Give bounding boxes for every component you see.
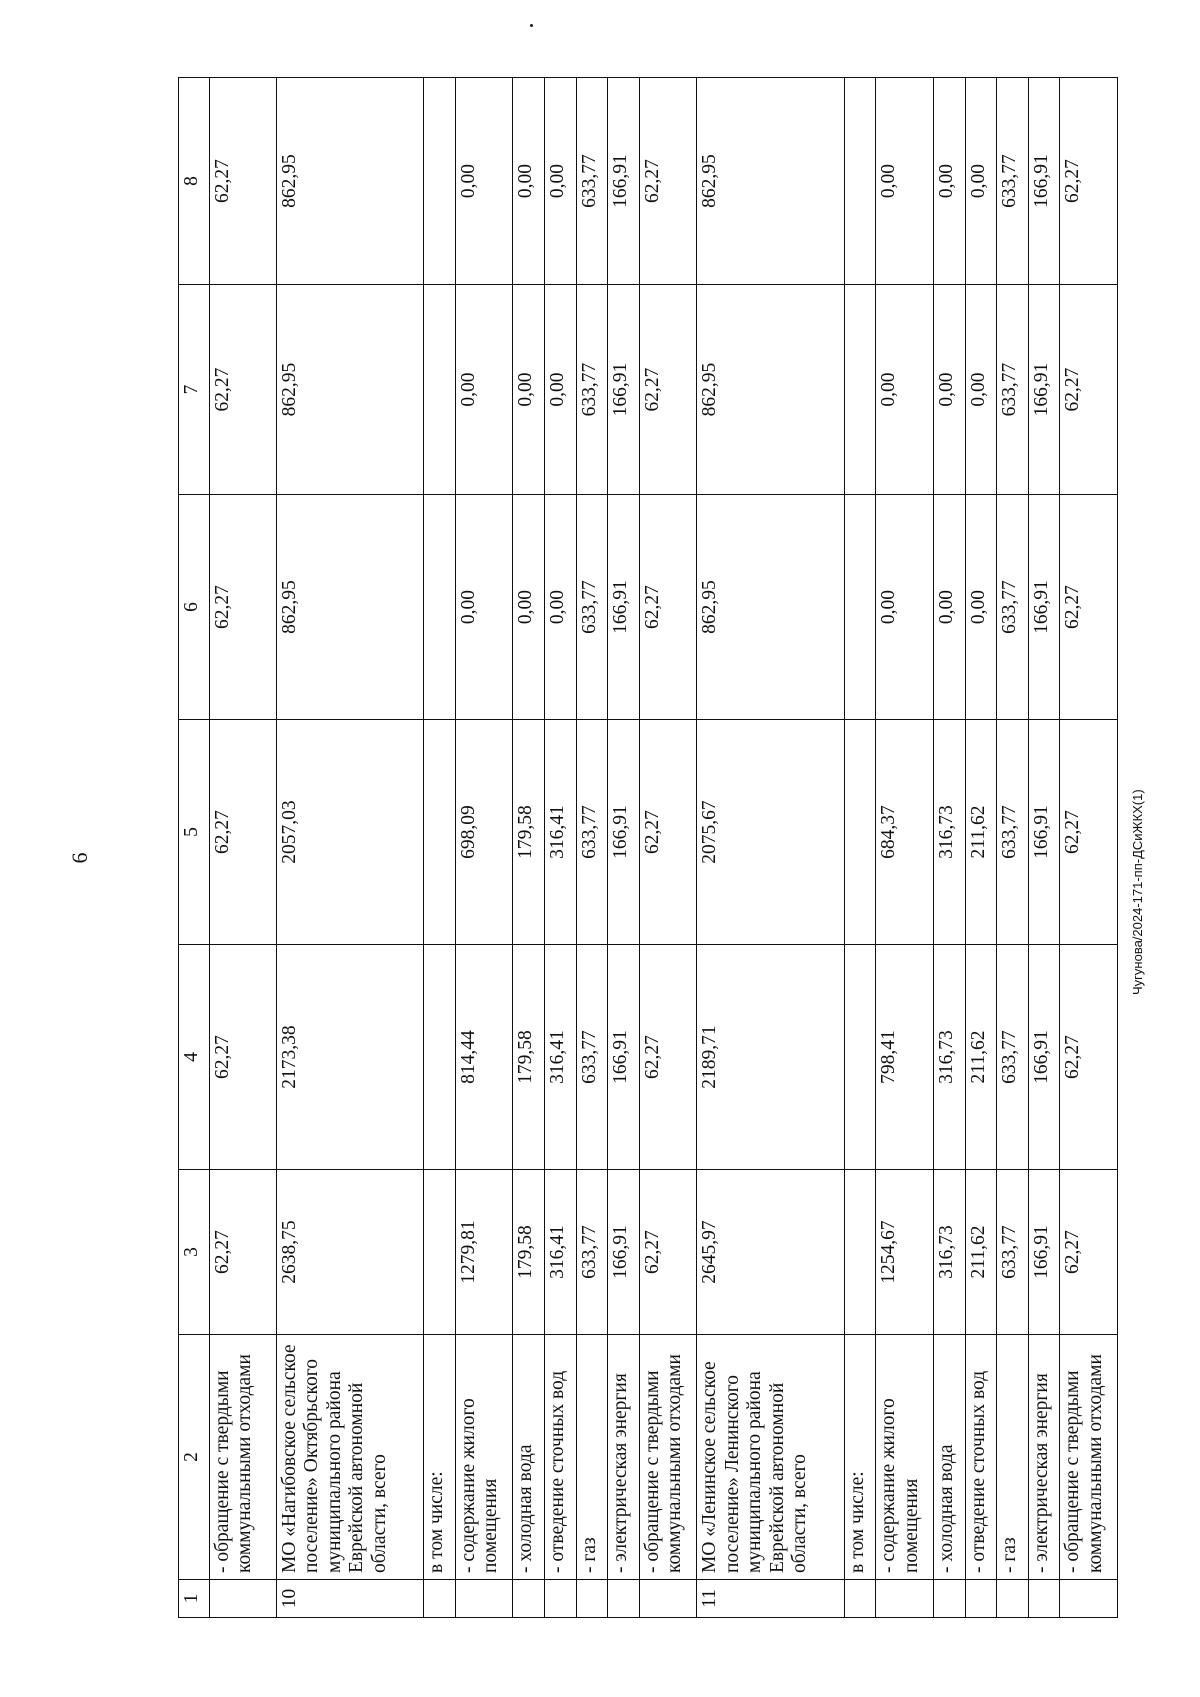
table-row	[455, 78, 513, 1618]
value-cell-col-4: 798,41	[876, 945, 934, 1170]
row-name-cell: - электрическая энергия	[608, 1335, 640, 1580]
value-cell-col-5: 633,77	[997, 720, 1029, 945]
value-cell-col-8: 0,00	[876, 78, 934, 285]
row-name-cell: - холодная вода	[513, 1335, 545, 1580]
row-index-cell	[210, 1580, 277, 1618]
table-row	[933, 78, 965, 1618]
value-cell-col-3: 166,91	[1028, 1170, 1060, 1335]
value-cell-col-8: 633,77	[997, 78, 1029, 285]
row-index-cell	[965, 1580, 997, 1618]
value-cell-col-6: 0,00	[455, 495, 513, 720]
table-row	[844, 78, 876, 1618]
value-cell-col-7: 166,91	[1028, 285, 1060, 495]
row-index-cell: 10	[276, 1580, 423, 1618]
row-name-cell: - содержание жилого помещения	[876, 1335, 934, 1580]
value-cell-col-3: 211,62	[965, 1170, 997, 1335]
value-cell-col-6: 633,77	[997, 495, 1029, 720]
value-cell-col-6: 166,91	[1028, 495, 1060, 720]
value-cell-col-8	[844, 78, 876, 285]
value-cell-col-5: 316,41	[545, 720, 577, 945]
row-name-cell: - газ	[997, 1335, 1029, 1580]
table-row	[545, 78, 577, 1618]
table-row	[639, 78, 697, 1618]
row-index-cell	[545, 1580, 577, 1618]
value-cell-col-5: 684,37	[876, 720, 934, 945]
table-row	[210, 78, 277, 1618]
value-cell-col-7: 862,95	[276, 285, 423, 495]
value-cell-col-7: 862,95	[697, 285, 844, 495]
value-cell-col-5: 698,09	[455, 720, 513, 945]
row-index-cell	[844, 1580, 876, 1618]
value-cell-col-6	[424, 495, 456, 720]
value-cell-col-3	[844, 1170, 876, 1335]
value-cell-col-6	[844, 495, 876, 720]
value-cell-col-8: 62,27	[210, 78, 277, 285]
column-header-8: 8	[179, 78, 210, 285]
value-cell-col-7: 0,00	[876, 285, 934, 495]
table-row	[997, 78, 1029, 1618]
row-index-cell	[1060, 1580, 1118, 1618]
value-cell-col-5: 166,91	[608, 720, 640, 945]
value-cell-col-3: 316,41	[545, 1170, 577, 1335]
row-name-cell: - обращение с твердыми коммунальными отходами	[1060, 1335, 1118, 1580]
value-cell-col-7: 166,91	[608, 285, 640, 495]
value-cell-col-4: 2173,38	[276, 945, 423, 1170]
value-cell-col-6: 0,00	[933, 495, 965, 720]
value-cell-col-8	[424, 78, 456, 285]
row-name-cell: в том числе:	[424, 1335, 456, 1580]
value-cell-col-5: 316,73	[933, 720, 965, 945]
column-header-3: 3	[179, 1170, 210, 1335]
value-cell-col-8: 0,00	[965, 78, 997, 285]
table-row	[697, 78, 844, 1618]
row-index-cell	[513, 1580, 545, 1618]
value-cell-col-8: 0,00	[455, 78, 513, 285]
value-cell-col-3: 179,58	[513, 1170, 545, 1335]
value-cell-col-8: 166,91	[608, 78, 640, 285]
row-name-cell: МО «Нагибовское сельское поселение» Октябрьского муниципального района Еврейской автономной области, всего	[276, 1335, 423, 1580]
value-cell-col-5: 166,91	[1028, 720, 1060, 945]
value-cell-col-7: 633,77	[997, 285, 1029, 495]
value-cell-col-7: 633,77	[576, 285, 608, 495]
scan-speck	[530, 24, 533, 27]
value-cell-col-8: 166,91	[1028, 78, 1060, 285]
value-cell-col-3: 316,73	[933, 1170, 965, 1335]
value-cell-col-8: 862,95	[697, 78, 844, 285]
row-name-cell: МО «Ленинское сельское поселение» Ленинского муниципального района Еврейской автономной области, всего	[697, 1335, 844, 1580]
row-name-cell: - содержание жилого помещения	[455, 1335, 513, 1580]
value-cell-col-5: 179,58	[513, 720, 545, 945]
row-index-cell	[576, 1580, 608, 1618]
column-header-7: 7	[179, 285, 210, 495]
row-index-cell	[933, 1580, 965, 1618]
value-cell-col-5	[844, 720, 876, 945]
value-cell-col-4: 62,27	[210, 945, 277, 1170]
value-cell-col-4: 211,62	[965, 945, 997, 1170]
column-header-6: 6	[179, 495, 210, 720]
value-cell-col-4: 2189,71	[697, 945, 844, 1170]
value-cell-col-7: 0,00	[965, 285, 997, 495]
value-cell-col-5: 211,62	[965, 720, 997, 945]
value-cell-col-8: 862,95	[276, 78, 423, 285]
table-row	[608, 78, 640, 1618]
value-cell-col-5: 62,27	[210, 720, 277, 945]
value-cell-col-5: 62,27	[639, 720, 697, 945]
row-index-cell	[1028, 1580, 1060, 1618]
row-index-cell	[876, 1580, 934, 1618]
column-header-2: 2	[179, 1335, 210, 1580]
value-cell-col-3: 633,77	[997, 1170, 1029, 1335]
value-cell-col-6: 633,77	[576, 495, 608, 720]
value-cell-col-7: 0,00	[545, 285, 577, 495]
table-row	[576, 78, 608, 1618]
value-cell-col-3: 62,27	[639, 1170, 697, 1335]
tariff-table	[178, 77, 1118, 1618]
value-cell-col-3: 2645,97	[697, 1170, 844, 1335]
value-cell-col-4: 316,73	[933, 945, 965, 1170]
value-cell-col-6: 862,95	[697, 495, 844, 720]
table-row	[276, 78, 423, 1618]
value-cell-col-4: 633,77	[576, 945, 608, 1170]
value-cell-col-7: 62,27	[1060, 285, 1118, 495]
value-cell-col-7: 0,00	[455, 285, 513, 495]
value-cell-col-3: 633,77	[576, 1170, 608, 1335]
value-cell-col-3	[424, 1170, 456, 1335]
row-name-cell: - газ	[576, 1335, 608, 1580]
value-cell-col-4: 166,91	[1028, 945, 1060, 1170]
value-cell-col-4: 316,41	[545, 945, 577, 1170]
value-cell-col-4: 814,44	[455, 945, 513, 1170]
table-row	[424, 78, 456, 1618]
value-cell-col-8: 0,00	[545, 78, 577, 285]
value-cell-col-4: 633,77	[997, 945, 1029, 1170]
column-header-4: 4	[179, 945, 210, 1170]
value-cell-col-5: 2057,03	[276, 720, 423, 945]
value-cell-col-6: 0,00	[545, 495, 577, 720]
value-cell-col-8: 0,00	[933, 78, 965, 285]
row-name-cell: - обращение с твердыми коммунальными отходами	[639, 1335, 697, 1580]
value-cell-col-3: 62,27	[210, 1170, 277, 1335]
value-cell-col-8: 633,77	[576, 78, 608, 285]
value-cell-col-4: 62,27	[1060, 945, 1118, 1170]
value-cell-col-4: 166,91	[608, 945, 640, 1170]
table-body	[210, 78, 1118, 1618]
row-index-cell	[997, 1580, 1029, 1618]
table-row	[513, 78, 545, 1618]
table-row	[965, 78, 997, 1618]
value-cell-col-8: 62,27	[639, 78, 697, 285]
value-cell-col-5: 62,27	[1060, 720, 1118, 945]
row-name-cell: - отведение сточных вод	[545, 1335, 577, 1580]
table-header-row	[179, 78, 210, 1618]
tariff-table-rotated	[178, 78, 1118, 1618]
column-header-1: 1	[179, 1580, 210, 1618]
value-cell-col-5: 633,77	[576, 720, 608, 945]
value-cell-col-6: 0,00	[876, 495, 934, 720]
value-cell-col-6: 0,00	[513, 495, 545, 720]
value-cell-col-5	[424, 720, 456, 945]
row-name-cell: в том числе:	[844, 1335, 876, 1580]
column-header-5: 5	[179, 720, 210, 945]
value-cell-col-6: 862,95	[276, 495, 423, 720]
row-name-cell: - холодная вода	[933, 1335, 965, 1580]
value-cell-col-7	[424, 285, 456, 495]
value-cell-col-7: 0,00	[513, 285, 545, 495]
footer-document-code: Чугунова/2024-171-пп-ДСиЖКХ(1)	[1130, 789, 1145, 995]
value-cell-col-3: 1279,81	[455, 1170, 513, 1335]
value-cell-col-3: 166,91	[608, 1170, 640, 1335]
row-name-cell: - электрическая энергия	[1028, 1335, 1060, 1580]
value-cell-col-3: 1254,67	[876, 1170, 934, 1335]
row-name-cell: - отведение сточных вод	[965, 1335, 997, 1580]
row-name-cell: - обращение с твердыми коммунальными отходами	[210, 1335, 277, 1580]
value-cell-col-4	[424, 945, 456, 1170]
footer-code-wrap	[1130, 550, 1150, 1010]
value-cell-col-8: 0,00	[513, 78, 545, 285]
value-cell-col-6: 0,00	[965, 495, 997, 720]
value-cell-col-8: 62,27	[1060, 78, 1118, 285]
row-index-cell	[424, 1580, 456, 1618]
page-number: 6	[67, 852, 92, 864]
value-cell-col-4: 179,58	[513, 945, 545, 1170]
value-cell-col-7	[844, 285, 876, 495]
row-index-cell	[639, 1580, 697, 1618]
table-row	[1028, 78, 1060, 1618]
value-cell-col-3: 2638,75	[276, 1170, 423, 1335]
row-index-cell: 11	[697, 1580, 844, 1618]
value-cell-col-7: 0,00	[933, 285, 965, 495]
value-cell-col-3: 62,27	[1060, 1170, 1118, 1335]
value-cell-col-5: 2075,67	[697, 720, 844, 945]
value-cell-col-6: 62,27	[210, 495, 277, 720]
value-cell-col-6: 62,27	[1060, 495, 1118, 720]
value-cell-col-6: 166,91	[608, 495, 640, 720]
value-cell-col-4: 62,27	[639, 945, 697, 1170]
row-index-cell	[608, 1580, 640, 1618]
table-row	[876, 78, 934, 1618]
table-row	[1060, 78, 1118, 1618]
value-cell-col-4	[844, 945, 876, 1170]
row-index-cell	[455, 1580, 513, 1618]
value-cell-col-7: 62,27	[639, 285, 697, 495]
value-cell-col-7: 62,27	[210, 285, 277, 495]
value-cell-col-6: 62,27	[639, 495, 697, 720]
